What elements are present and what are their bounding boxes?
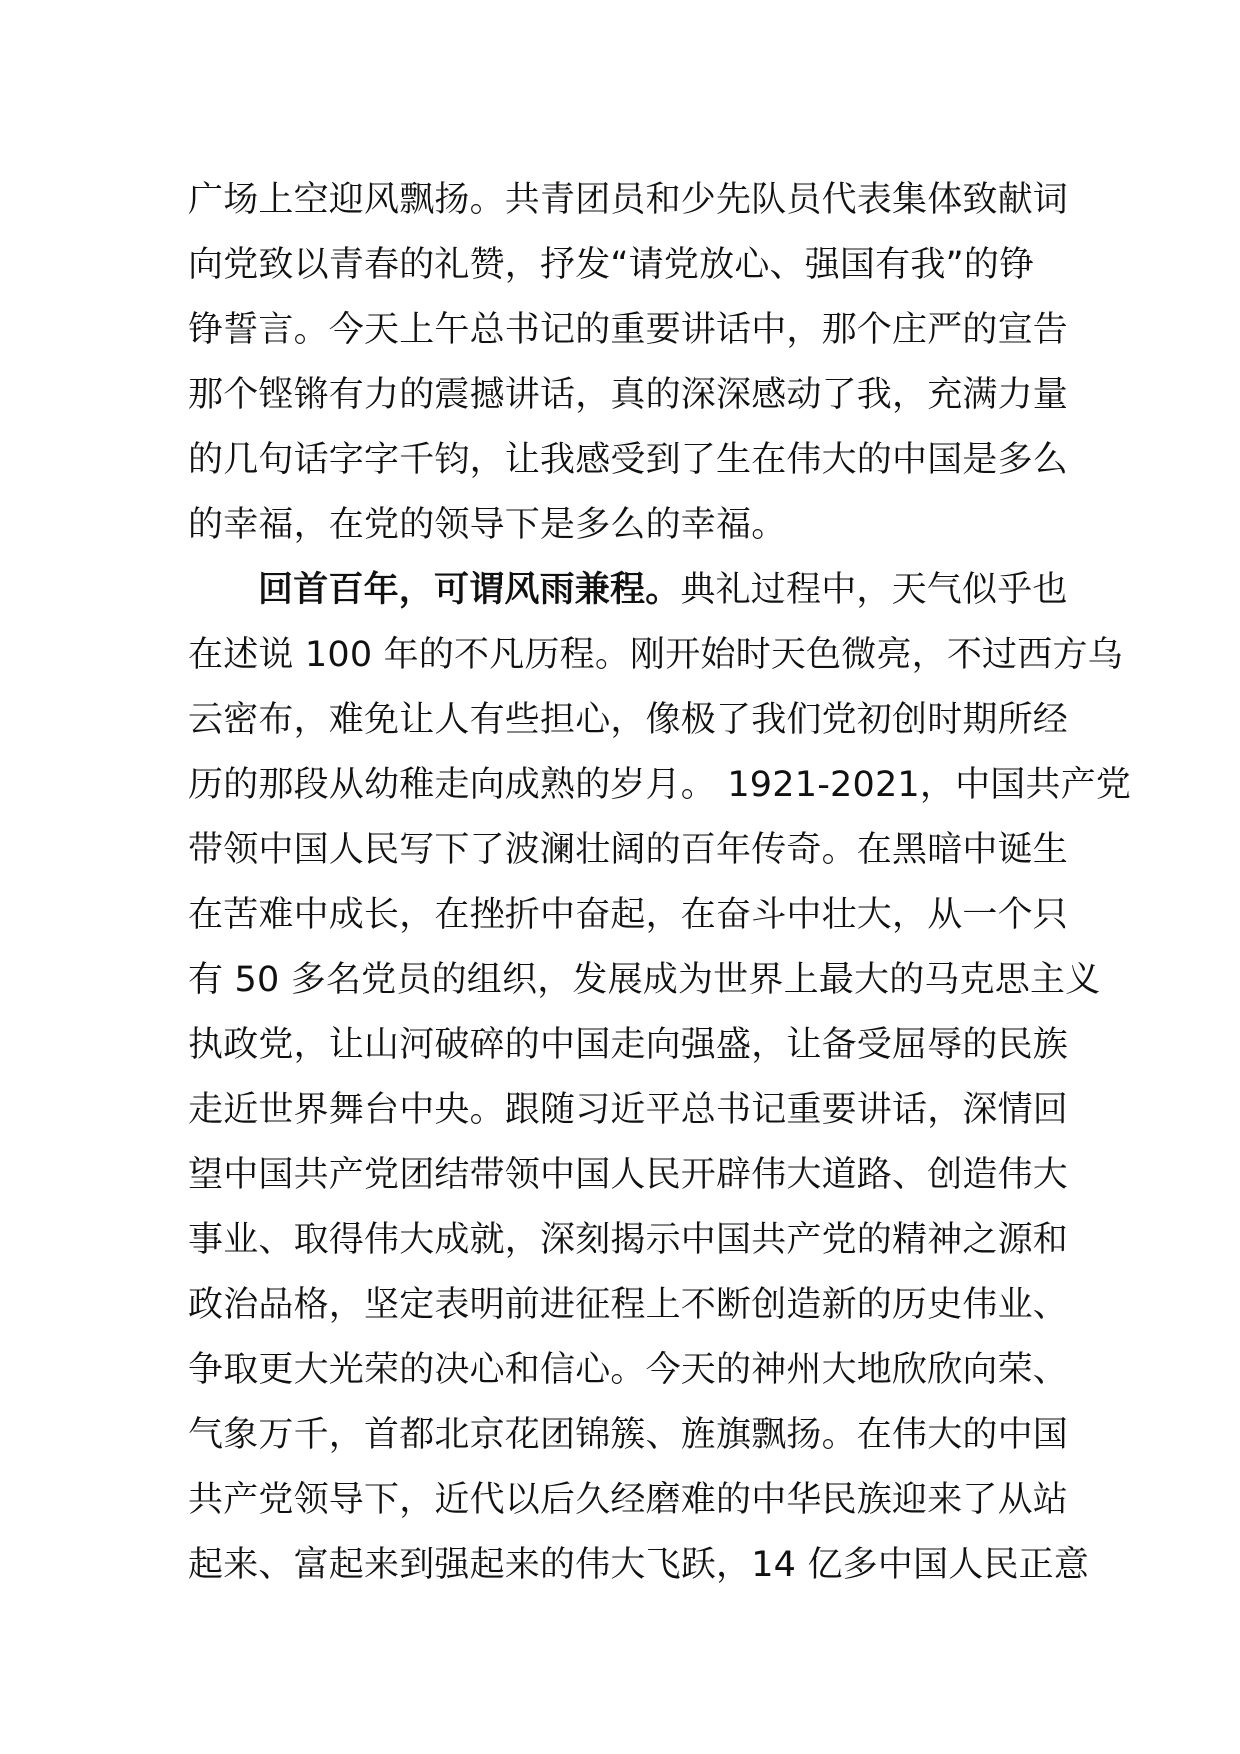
text-line: 气象万千，首都北京花团锦簇、旌旗飘扬。在伟大的中国 xyxy=(188,1415,1069,1455)
text-line: 执政党，让山河破碎的中国走向强盛，让备受屈辱的民族 xyxy=(188,1025,1069,1065)
text-line-first xyxy=(188,558,1068,623)
text-line: 争取更大光荣的决心和信心。今天的神州大地欣欣向荣、 xyxy=(188,1350,1069,1390)
body-text xyxy=(188,168,1132,1598)
text-line: 在苦难中成长，在挫折中奋起，在奋斗中壮大，从一个只 xyxy=(188,895,1069,935)
text-line: 带领中国人民写下了波澜壮阔的百年传奇。在黑暗中诞生 xyxy=(188,830,1069,870)
text-line: 政治品格，坚定表明前进征程上不断创造新的历史伟业、 xyxy=(188,1285,1069,1325)
text-line: 历的那段从幼稚走向成熟的岁月。 1921-2021，中国共产党 xyxy=(188,765,1132,805)
paragraph-2 xyxy=(188,558,1132,1598)
paragraph-lead-heading: 回首百年，可谓风雨兼程。 xyxy=(258,570,681,610)
text-line: 在述说 100 年的不凡历程。刚开始时天色微亮，不过西方乌 xyxy=(188,635,1123,675)
text-line: 的几句话字字千钧，让我感受到了生在伟大的中国是多么 xyxy=(188,440,1069,480)
text-line: 那个铿锵有力的震撼讲话，真的深深感动了我，充满力量 xyxy=(188,375,1069,415)
text-line: 广场上空迎风飘扬。共青团员和少先队员代表集体致献词 xyxy=(188,180,1069,220)
text-line: 望中国共产党团结带领中国人民开辟伟大道路、创造伟大 xyxy=(188,1155,1069,1195)
text-line: 云密布，难免让人有些担心，像极了我们党初创时期所经 xyxy=(188,700,1069,740)
text-line: 的幸福，在党的领导下是多么的幸福。 xyxy=(188,505,787,545)
text-line: 向党致以青春的礼赞，抒发“请党放心、强国有我”的铮 xyxy=(188,245,1035,285)
first-line-rest: 典礼过程中，天气似乎也 xyxy=(680,570,1068,610)
text-line: 铮誓言。今天上午总书记的重要讲话中，那个庄严的宣告 xyxy=(188,310,1069,350)
text-line: 起来、富起来到强起来的伟大飞跃，14 亿多中国人民正意 xyxy=(188,1545,1090,1585)
text-line: 有 50 多名党员的组织，发展成为世界上最大的马克思主义 xyxy=(188,960,1101,1000)
text-line: 事业、取得伟大成就，深刻揭示中国共产党的精神之源和 xyxy=(188,1220,1069,1260)
text-line: 走近世界舞台中央。跟随习近平总书记重要讲话，深情回 xyxy=(188,1090,1069,1130)
text-line: 共产党领导下，近代以后久经磨难的中华民族迎来了从站 xyxy=(188,1480,1069,1520)
paragraph-1 xyxy=(188,168,1069,558)
